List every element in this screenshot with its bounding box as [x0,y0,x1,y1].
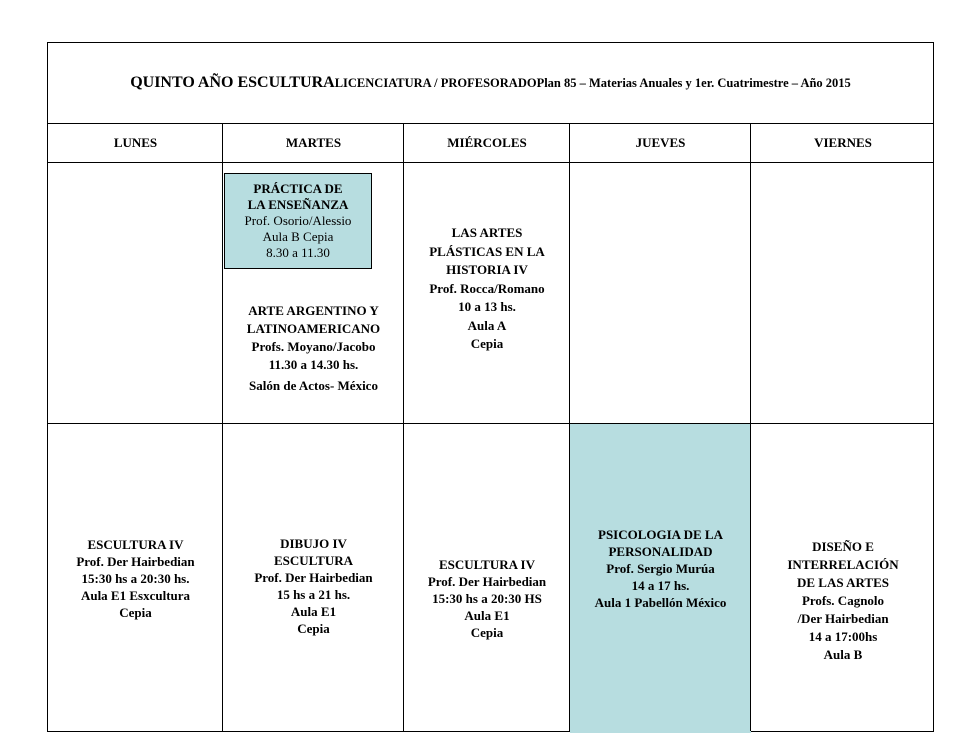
professor-2: /Der Hairbedian [797,611,889,626]
day-viernes: VIERNES [814,135,872,150]
day-lunes: LUNES [113,135,158,150]
classroom: Aula 1 Pabellón México [594,594,727,610]
subject-line-1: DIBUJO IV [280,536,347,551]
schedule-title [48,43,933,124]
professor: Profs. Moyano/Jacobo [251,338,376,354]
subject-line-2: PLÁSTICAS EN LA [429,243,545,259]
professor: Prof. Der Hairbedian [427,573,547,589]
title-part-2: LICENCIATURA / PROFESORADO [334,75,537,90]
day-miercoles: MIÉRCOLES [447,135,527,150]
classroom: Aula B Cepia [262,229,334,244]
subject-line-1: DISEÑO E [812,539,874,554]
cell-afternoon-miercoles [404,423,570,733]
schedule-time: 14 a 17:00hs [808,629,878,644]
subject-line-3: HISTORIA IV [446,262,528,278]
classroom: Aula E1 [464,607,510,623]
schedule-time: 15:30 hs a 20:30 HS [432,590,542,606]
day-martes: MARTES [285,135,342,150]
professor: Prof. Der Hairbedian [254,570,373,585]
location: Cepia [297,621,330,636]
classroom: Aula B [823,647,863,662]
day-jueves: JUEVES [635,135,686,150]
days-header-row [48,124,933,163]
schedule-time: 14 a 17 hs. [631,577,690,593]
cell-afternoon-martes [223,423,404,733]
schedule-table [47,42,934,732]
schedule-time: 15 hs a 21 hs. [276,587,351,602]
cell-afternoon-jueves [570,423,751,733]
cell-afternoon-viernes [751,423,935,733]
professor: Prof. Der Hairbedian [76,553,195,569]
schedule-time: 11.30 a 14.30 hs. [268,356,359,372]
classroom: Aula E1 [290,604,337,619]
location: Salón de Actos- México [249,377,378,393]
subject-line-3: DE LAS ARTES [796,575,890,590]
professor: Profs. Cagnolo [801,593,885,608]
subject-line-1: PRÁCTICA DE [253,181,343,196]
classroom: Aula E1 Esxcultura [80,587,191,603]
schedule-time: 10 a 13 hs. [458,299,516,315]
title-part-1: QUINTO AÑO ESCULTURA [130,74,335,91]
cell-martes-practica [224,173,372,269]
subject-line-1: ARTE ARGENTINO Y [248,302,379,318]
subject-line-2: ESCULTURA [274,553,353,568]
location: Cepia [470,624,504,640]
subject-line-2: PERSONALIDAD [608,543,713,559]
subject-line-2: LATINOAMERICANO [246,320,381,336]
subject-line-1: PSICOLOGIA DE LA [598,526,723,542]
cell-martes-arte-argentino [223,293,404,403]
professor: Prof. Rocca/Romano [429,280,545,296]
professor: Prof. Osorio/Alessio [244,213,352,228]
subject-line-1: ESCULTURA IV [87,536,184,552]
schedule-time: 15:30 hs a 20:30 hs. [81,570,190,586]
subject-line-2: INTERRELACIÓN [787,557,899,572]
location: Cepia [470,336,504,352]
schedule-time: 8.30 a 11.30 [266,245,330,260]
classroom: Aula A [467,317,507,333]
subject-line-2: LA ENSEÑANZA [247,197,349,212]
location: Cepia [119,604,152,620]
subject-line-1: LAS ARTES [451,225,523,241]
subject-line-1: ESCULTURA IV [439,556,535,572]
professor: Prof. Sergio Murúa [606,560,715,576]
title-part-3: Plan 85 – Materias Anuales y 1er. Cuatrimestre – Año 2015 [536,75,851,90]
cell-afternoon-lunes [48,423,223,733]
cell-morning-miercoles [404,163,570,423]
